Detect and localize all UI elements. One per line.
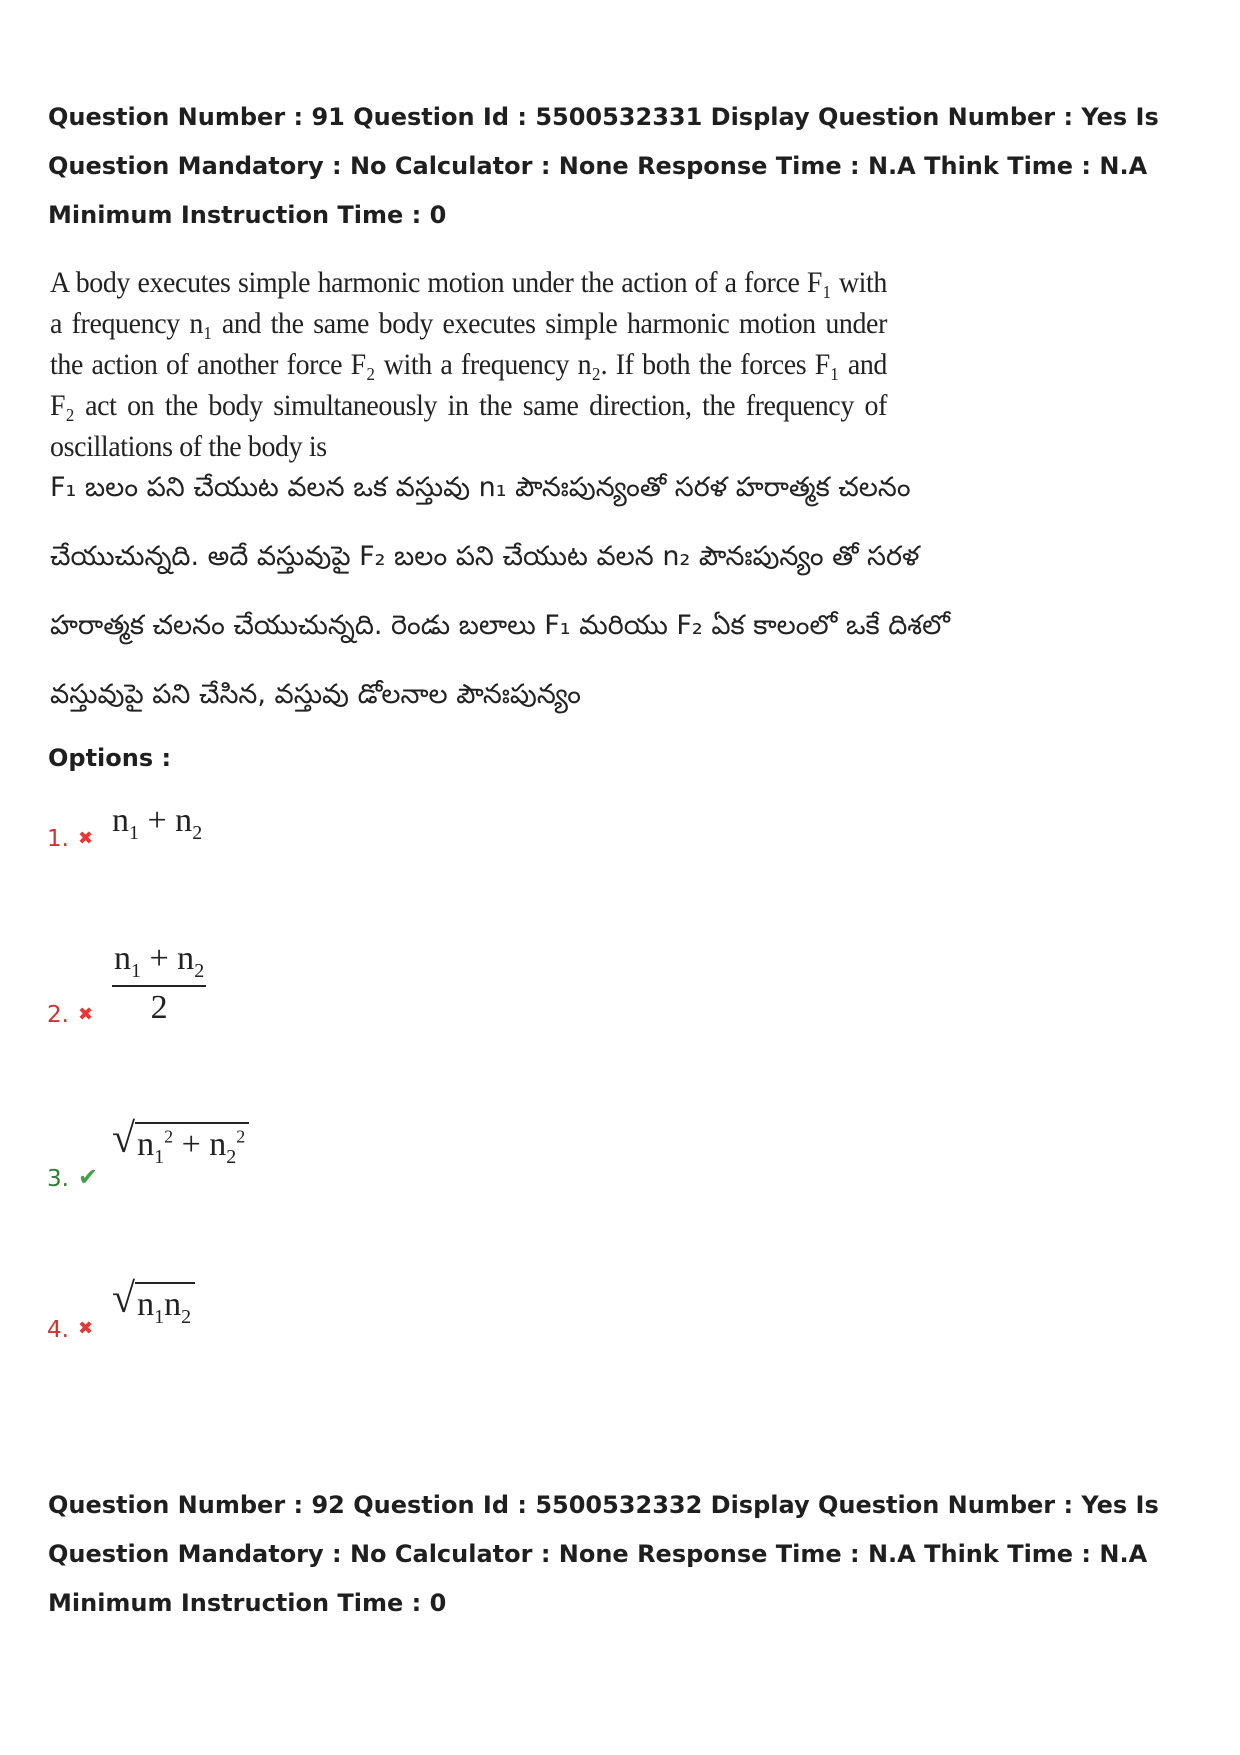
- telugu-line: హరాత్మక చలనం చేయుచున్నది. రెండు బలాలు F₁ మరియు F₂ ఏక కాలంలో ఒకే దిశలో: [50, 610, 950, 641]
- telugu-line: F₁ బలం పని చేయుట వలన ఒక వస్తువు n₁ పౌనఃపున్యంతో సరళ హరాత్మక చలనం: [50, 472, 911, 503]
- option-4-number: 4.: [47, 1317, 69, 1343]
- option-2-number: 2.: [47, 1002, 69, 1028]
- option-1-formula: $n_1 + n_2$: [112, 802, 203, 844]
- option-3-number: 3.: [47, 1166, 69, 1192]
- options-label: Options :: [48, 744, 172, 772]
- question-92-metadata: Question Number : 92 Question Id : 5500532332 Display Question Number : Yes Is Question Mandatory : No Calculator : None Response Time : N.A Think Time : N.A Minimum Instruction Time : 0: [48, 1491, 1159, 1617]
- denominator: 2: [150, 988, 168, 1026]
- question-91-metadata: Question Number : 91 Question Id : 5500532331 Display Question Number : Yes Is Question Mandatory : No Calculator : None Response Time : N.A Think Time : N.A Minimum Instruction Time : 0: [48, 103, 1159, 229]
- cross-icon: ✖: [78, 828, 94, 849]
- option-3-formula: [112, 1118, 249, 1168]
- question-91-text-telugu: [50, 453, 950, 729]
- question-91-text-english: A body executes simple harmonic motion under the action of a force F₁ with a frequency n₁ and the same body executes simple harmonic motion under the action of another force F₂ with a frequency n₂. If both the forces F₁ and F₂ act on the body simultaneously in the same direction, the frequency of oscillations of the body is: [50, 266, 887, 463]
- cross-icon: ✖: [78, 1004, 94, 1025]
- option-2-formula: [112, 940, 206, 1027]
- option-4-formula: [112, 1278, 195, 1328]
- telugu-line: చేయుచున్నది. అదే వస్తువుపై F₂ బలం పని చేయుట వలన n₂ పౌనఃపున్యం తో సరళ: [50, 541, 920, 572]
- square-root: √ $n_1^2 + n_2^2$: [112, 1118, 249, 1168]
- telugu-line: వస్తువుపై పని చేసిన, వస్తువు డోలనాల పౌనఃపున్యం: [50, 679, 581, 710]
- cross-icon: ✖: [78, 1318, 94, 1339]
- option-1-number: 1.: [47, 826, 69, 852]
- fraction: [112, 940, 206, 1027]
- numerator: $n_1 + n_2$: [112, 940, 206, 987]
- square-root: √ $n_1n_2$: [112, 1278, 195, 1328]
- check-icon: ✔: [78, 1163, 99, 1191]
